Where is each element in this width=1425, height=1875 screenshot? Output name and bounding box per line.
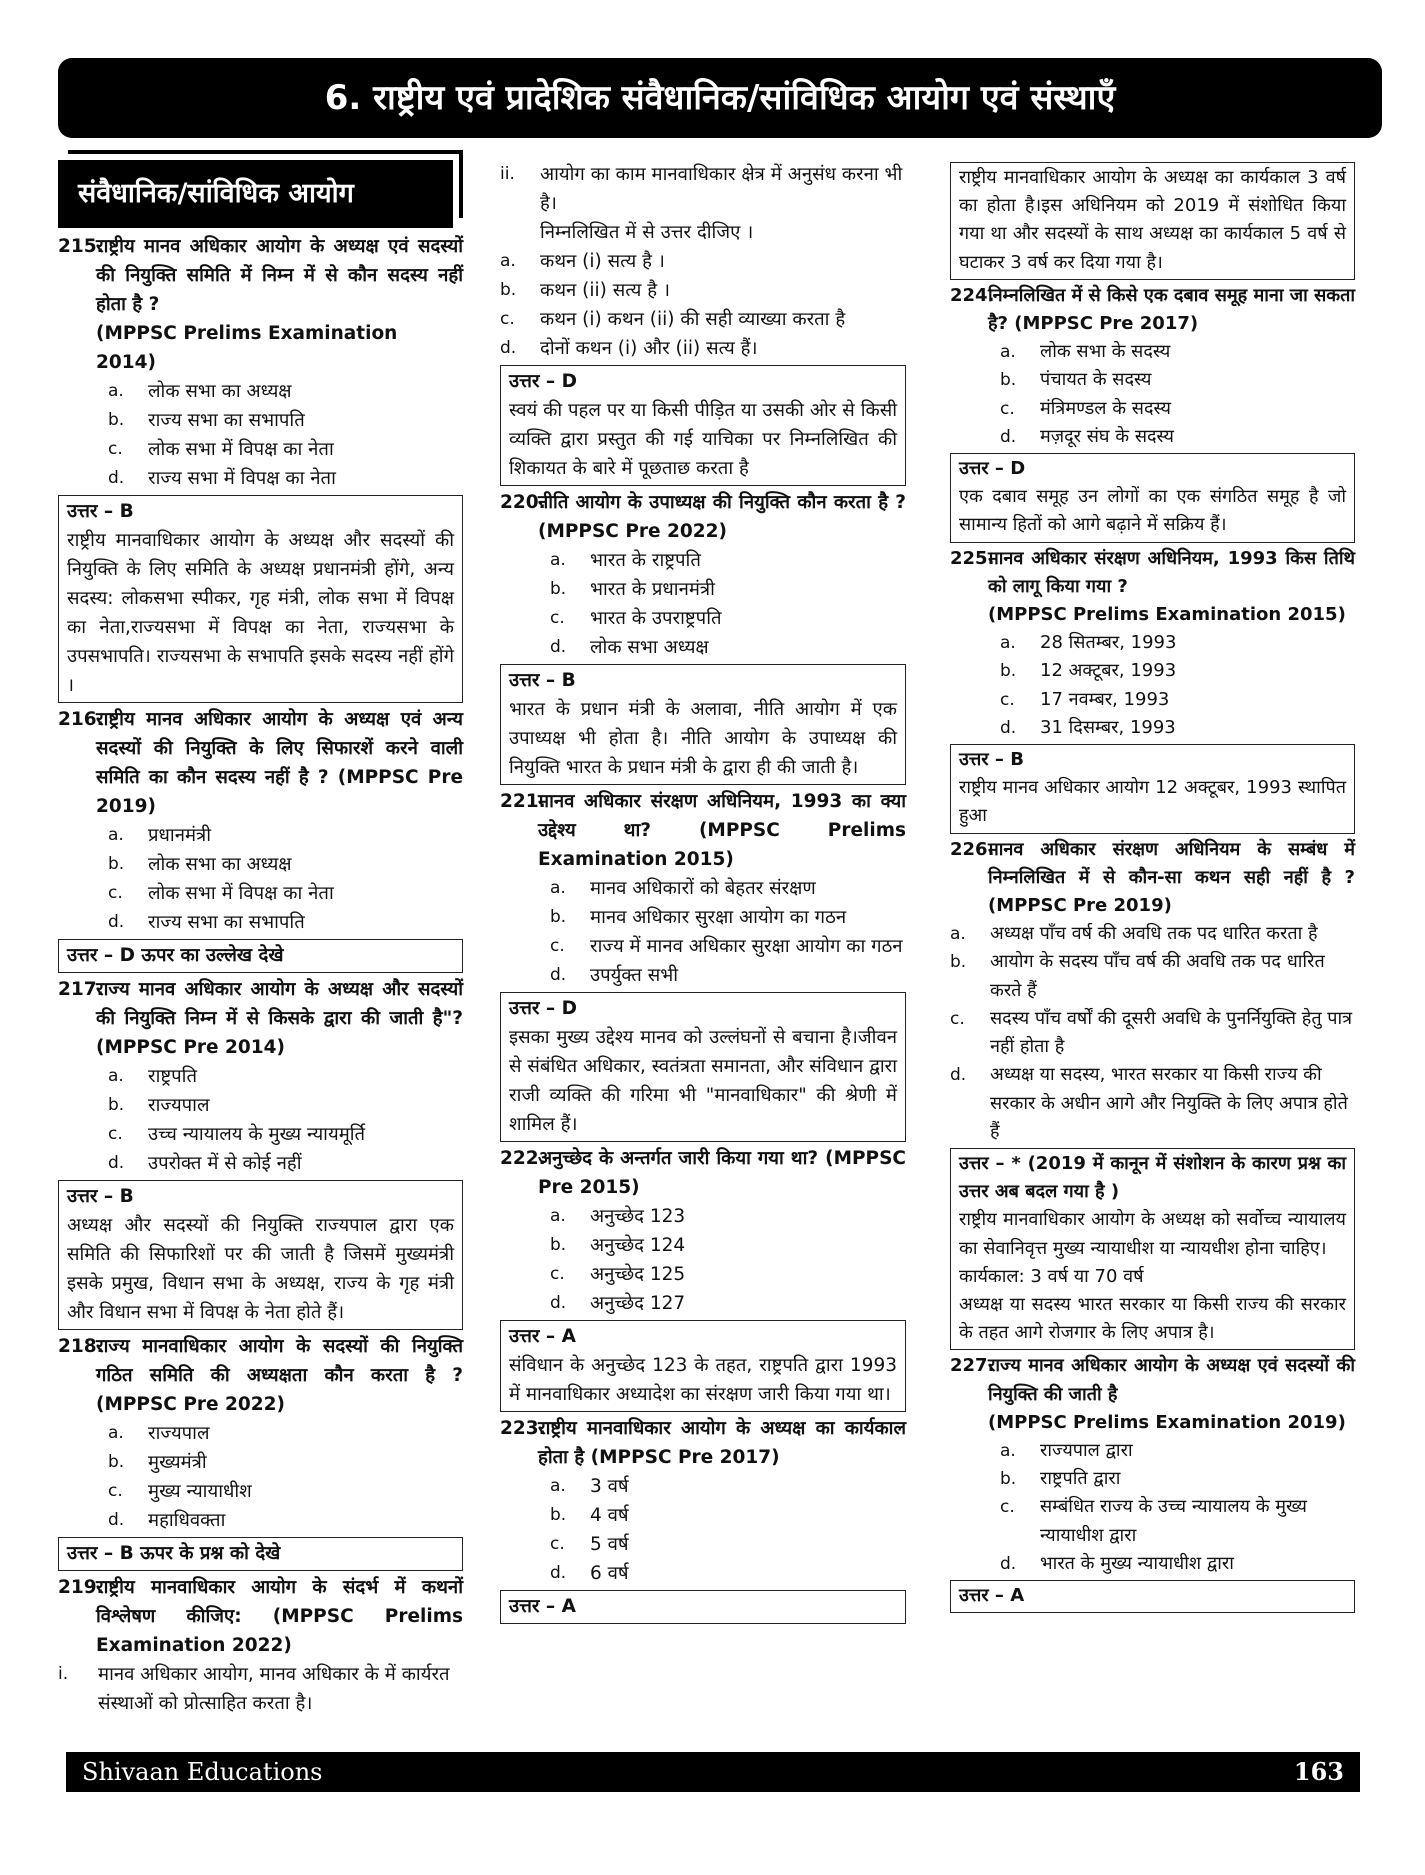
statement: i. मानव अधिकार आयोग, मानव अधिकार के में कार्यरत संस्थाओं को प्रोत्साहित करता है। [58, 1664, 450, 1714]
option: d. राज्य सभा में विपक्ष का नेता [108, 468, 336, 489]
option: c. अनुच्छेद 125 [550, 1264, 686, 1285]
option: d. लोक सभा अध्यक्ष [550, 637, 709, 658]
option: a. राज्यपाल [108, 1423, 210, 1444]
answer-explanation: राष्ट्रीय मानवाधिकार आयोग के अध्यक्ष और सदस्यों की नियुक्ति के लिए समिति के अध्यक्ष प्रधानमंत्री होंगे, अन्य सदस्य: लोकसभा स्पीकर, गृह मंत्री, लोक सभा में विपक्ष का नेता,राज्यसभा में विपक्ष का नेता, राज्यसभा के उपसभापति। राज्यसभा के सभापति इसके सदस्य नहीं होंगे । [67, 530, 454, 696]
option: b. लोक सभा का अध्यक्ष [108, 854, 292, 875]
option: b. मानव अधिकार सुरक्षा आयोग का गठन [550, 907, 847, 928]
answer-title: उत्तर – D [509, 998, 577, 1019]
option: a. लोक सभा का अध्यक्ष [108, 381, 292, 402]
answer-title: उत्तर – * (2019 में कानून में संशोशन के कारण प्रश्न का उत्तर अब बदल गया है ) [959, 1152, 1346, 1203]
option: a. कथन (i) सत्य है । [500, 251, 665, 272]
option: a. अनुच्छेद 123 [550, 1206, 686, 1227]
option: c. मंत्रिमण्डल के सदस्य [1000, 397, 1171, 419]
option: a. भारत के राष्ट्रपति [550, 550, 701, 571]
option: b. भारत के प्रधानमंत्री [550, 579, 715, 600]
section-title: संवैधानिक/सांविधिक आयोग [58, 160, 453, 228]
option: c. भारत के उपराष्ट्रपति [550, 608, 722, 629]
answer-title: उत्तर – A [509, 1596, 576, 1617]
option: d. उपरोक्त में से कोई नहीं [108, 1153, 302, 1174]
question-219: 219.राष्ट्रीय मानवाधिकार आयोग के संदर्भ में कथनों विश्लेषण कीजिए: (MPPSC Prelims Examination 2022) [58, 1577, 463, 1656]
answer-box [500, 1320, 906, 1412]
answer-box [950, 1580, 1355, 1613]
answer-explanation: अध्यक्ष या सदस्य भारत सरकार या किसी राज्य की सरकार के तहत आगे रोजगार के लिए अपात्र है। [959, 1293, 1346, 1344]
option: a. अध्यक्ष पाँच वर्ष की अवधि तक पद धारित करता है [950, 923, 1318, 945]
option: c. लोक सभा में विपक्ष का नेता [108, 883, 334, 904]
answer-explanation: इसका मुख्य उद्देश्य मानव को उल्लंघनों से बचाना है।जीवन से संबंधित अधिकार, स्वतंत्रता समानता, और संविधान द्वारा राजी व्यक्ति की गरिमा भी "मानवाधिकार" की श्रेणी में शामिल हैं। [509, 1027, 897, 1135]
answer-explanation: भारत के प्रधान मंत्री के अलावा, नीति आयोग में एक उपाध्यक्ष भी होता है। नीति आयोग के उपाध्यक्ष की नियुक्ति भारत के प्रधान मंत्री के द्वारा ही की जाती है। [509, 699, 897, 778]
question-222: 222.अनुच्छेद के अन्तर्गत जारी किया गया था? (MPPSC Pre 2015) [500, 1148, 906, 1198]
question-218: 218.राज्य मानवाधिकार आयोग के सदस्यों की नियुक्ति गठित समिति की अध्यक्षता कौन करता है ? (MPPSC Pre 2022) [58, 1336, 463, 1415]
answer-explanation: राष्ट्रीय मानव अधिकार आयोग 12 अक्टूबर, 1993 स्थापित हुआ [959, 777, 1346, 827]
answer-explanation: राष्ट्रीय मानवाधिकार आयोग के अध्यक्ष का कार्यकाल 3 वर्ष का होता है।इस अधिनियम को 2019 में संशोधित किया गया था और सदस्यों के साथ अध्यक्ष का कार्यकाल 5 वर्ष से घटाकर 3 वर्ष कर दिया गया है। [959, 167, 1346, 273]
answer-box [950, 744, 1355, 834]
answer-title: उत्तर – B [67, 501, 134, 522]
option: c. लोक सभा में विपक्ष का नेता [108, 439, 334, 460]
question-227: 227.राज्य मानव अधिकार आयोग के अध्यक्ष एवं सदस्यों की नियुक्ति की जाती है [950, 1355, 1355, 1405]
question-225: 225.मानव अधिकार संरक्षण अधिनियम, 1993 किस तिथि को लागू किया गया ? [950, 547, 1355, 597]
answer-box [500, 365, 906, 486]
answer-box [950, 162, 1355, 280]
answer-explanation: अध्यक्ष और सदस्यों की नियुक्ति राज्यपाल द्वारा एक समिति की सिफारिशों पर की जाती है जिसमें मुख्यमंत्री इसके प्रमुख, विधान सभा के अध्यक्ष, राज्य के गृह मंत्री और विधान सभा में विपक्ष के नेता होते हैं। [67, 1215, 454, 1323]
option: b. कथन (ii) सत्य है । [500, 280, 670, 301]
option: d. महाधिवक्ता [108, 1510, 226, 1531]
option: b. राष्ट्रपति द्वारा [1000, 1468, 1121, 1490]
option: a. मानव अधिकारों को बेहतर संरक्षण [550, 878, 816, 899]
option: d. 31 दिसम्बर, 1993 [1000, 716, 1176, 738]
answer-box [500, 992, 906, 1142]
option: c. कथन (i) कथन (ii) की सही व्याख्या करता है [500, 309, 846, 330]
answer-box [58, 939, 463, 973]
answer-title: उत्तर – B [509, 670, 576, 691]
option: d. उपर्युक्त सभी [550, 965, 679, 986]
answer-box [950, 453, 1355, 543]
option: b. 12 अक्टूबर, 1993 [1000, 660, 1177, 682]
question-226: 226.मानव अधिकार संरक्षण अधिनियम के सम्बंध में निम्नलिखित में से कौन-सा कथन सही नहीं है ? (MPPSC Pre 2019) [950, 838, 1355, 917]
publisher-name: Shivaan Educations [82, 1758, 323, 1786]
answer-title: उत्तर – D [509, 371, 577, 392]
answer-explanation: संविधान के अनुच्छेद 123 के तहत, राष्ट्रपति द्वारा 1993 में मानवाधिकार अध्यादेश का संरक्षण जारी किया गया था। [509, 1355, 897, 1405]
answer-title: उत्तर – A [959, 1584, 1025, 1606]
question-224: 224.निम्नलिखित में से किसे एक दबाव समूह माना जा सकता है? (MPPSC Pre 2017) [950, 284, 1355, 335]
option: a. 3 वर्ष [550, 1476, 629, 1497]
option: a. राष्ट्रपति [108, 1066, 198, 1087]
answer-explanation: एक दबाव समूह उन लोगों का एक संगठित समूह है जो सामान्य हितों को आगे बढ़ाने में सक्रिय हैं। [959, 486, 1346, 536]
option: d. अनुच्छेद 127 [550, 1293, 686, 1314]
option: d. भारत के मुख्य न्यायाधीश द्वारा [1000, 1552, 1234, 1574]
option: c. 17 नवम्बर, 1993 [1000, 688, 1170, 710]
answer-explanation: राष्ट्रीय मानवाधिकार आयोग के अध्यक्ष को सर्वोच्च न्यायालय का सेवानिवृत्त मुख्य न्यायाधीश या न्यायधीश होना चाहिए। [959, 1209, 1346, 1259]
page-number: 163 [1293, 1757, 1344, 1786]
answer-title: उत्तर – B [959, 749, 1024, 771]
option: d. 6 वर्ष [550, 1563, 629, 1584]
option: a. प्रधानमंत्री [108, 825, 212, 846]
option: b. 4 वर्ष [550, 1505, 629, 1526]
option: d. अध्यक्ष या सदस्य, भारत सरकार या किसी राज्य की सरकार के अधीन आगे और नियुक्ति के लिए अपात्र होते हैं [950, 1064, 1348, 1142]
question-215: 215.राष्ट्रीय मानव अधिकार आयोग के अध्यक्ष एवं सदस्यों की नियुक्ति समिति में निम्न में से कौन सदस्य नहीं होता है ? [58, 236, 463, 315]
answer-box [500, 1590, 906, 1624]
page-footer [66, 1752, 1360, 1792]
column-2 [500, 160, 906, 1626]
option: b. राज्य सभा का सभापति [108, 410, 305, 431]
answer-title: उत्तर – B [67, 1186, 134, 1207]
page-title: 6. राष्ट्रीय एवं प्रादेशिक संवैधानिक/सांविधिक आयोग एवं संस्थाएँ [58, 58, 1382, 138]
column-3 [950, 160, 1355, 1615]
option: a. लोक सभा के सदस्य [1000, 341, 1171, 363]
answer-box [500, 664, 906, 785]
question-source: (MPPSC Prelims Examination 2019) [988, 1411, 1346, 1433]
option: c. राज्य में मानव अधिकार सुरक्षा आयोग का गठन [550, 936, 903, 957]
option: d. मज़दूर संघ के सदस्य [1000, 425, 1175, 447]
option: b. राज्यपाल [108, 1095, 210, 1116]
answer-box [58, 1180, 463, 1330]
answer-box [58, 495, 463, 703]
question-216: 216.राष्ट्रीय मानव अधिकार आयोग के अध्यक्ष एवं अन्य सदस्यों की नियुक्ति के लिए सिफारशें करने वाली समिति का कौन सदस्य नहीं है ? (MPPSC Pre 2019) [58, 709, 463, 817]
question-223: 223.राष्ट्रीय मानवाधिकार आयोग के अध्यक्ष का कार्यकाल होता है (MPPSC Pre 2017) [500, 1418, 906, 1468]
statement: ii. आयोग का काम मानवाधिकार क्षेत्र में अनुसंध करना भी है। [500, 164, 903, 214]
option: d. राज्य सभा का सभापति [108, 912, 305, 933]
answer-title: उत्तर – D ऊपर का उल्लेख देखे [67, 945, 284, 966]
instruction: निम्नलिखित में से उत्तर दीजिए । [540, 222, 754, 243]
option: c. मुख्य न्यायाधीश [108, 1481, 252, 1502]
option: d. दोनों कथन (i) और (ii) सत्य हैं। [500, 338, 758, 359]
option: b. आयोग के सदस्य पाँच वर्ष की अवधि तक पद धारित करते हैं [950, 951, 1325, 1001]
answer-box [950, 1148, 1355, 1350]
option: b. मुख्यमंत्री [108, 1452, 207, 1473]
option: a. 28 सितम्बर, 1993 [1000, 632, 1177, 654]
question-217: 217.राज्य मानव अधिकार आयोग के अध्यक्ष और सदस्यों की नियुक्ति निम्न में से किसके द्वारा की जाती है"? (MPPSC Pre 2014) [58, 979, 463, 1058]
answer-box [58, 1537, 463, 1571]
question-221: 221.मानव अधिकार संरक्षण अधिनियम, 1993 का क्या उद्देश्य था? (MPPSC Prelims Examination 2015) [500, 791, 906, 870]
question-source: (MPPSC Prelims Examination 2014) [96, 323, 398, 373]
option: b. अनुच्छेद 124 [550, 1235, 686, 1256]
option: c. सदस्य पाँच वर्षों की दूसरी अवधि के पुनर्नियुक्ति हेतु पात्र नहीं होता है [950, 1007, 1353, 1058]
column-1 [58, 160, 463, 1718]
question-220: 220.नीति आयोग के उपाध्यक्ष की नियुक्ति कौन करता है ? (MPPSC Pre 2022) [500, 492, 906, 542]
answer-title: उत्तर – D [959, 458, 1026, 480]
answer-explanation: कार्यकाल: 3 वर्ष या 70 वर्ष [959, 1265, 1144, 1287]
answer-title: उत्तर – A [509, 1326, 576, 1347]
option: a. राज्यपाल द्वारा [1000, 1439, 1133, 1461]
option: c. उच्च न्यायालय के मुख्य न्यायमूर्ति [108, 1124, 366, 1145]
question-source: (MPPSC Prelims Examination 2015) [988, 604, 1346, 626]
option: c. 5 वर्ष [550, 1534, 629, 1555]
option: c. सम्बंधित राज्य के उच्च न्यायालय के मुख्य न्यायाधीश द्वारा [1000, 1496, 1307, 1546]
answer-title: उत्तर – B ऊपर के प्रश्न को देखे [67, 1543, 281, 1564]
option: b. पंचायत के सदस्य [1000, 369, 1152, 391]
answer-explanation: स्वयं की पहल पर या किसी पीड़ित या उसकी ओर से किसी व्यक्ति द्वारा प्रस्तुत की गई याचिका पर निम्नलिखित की शिकायत के बारे में पूछताछ करता है [509, 400, 897, 479]
